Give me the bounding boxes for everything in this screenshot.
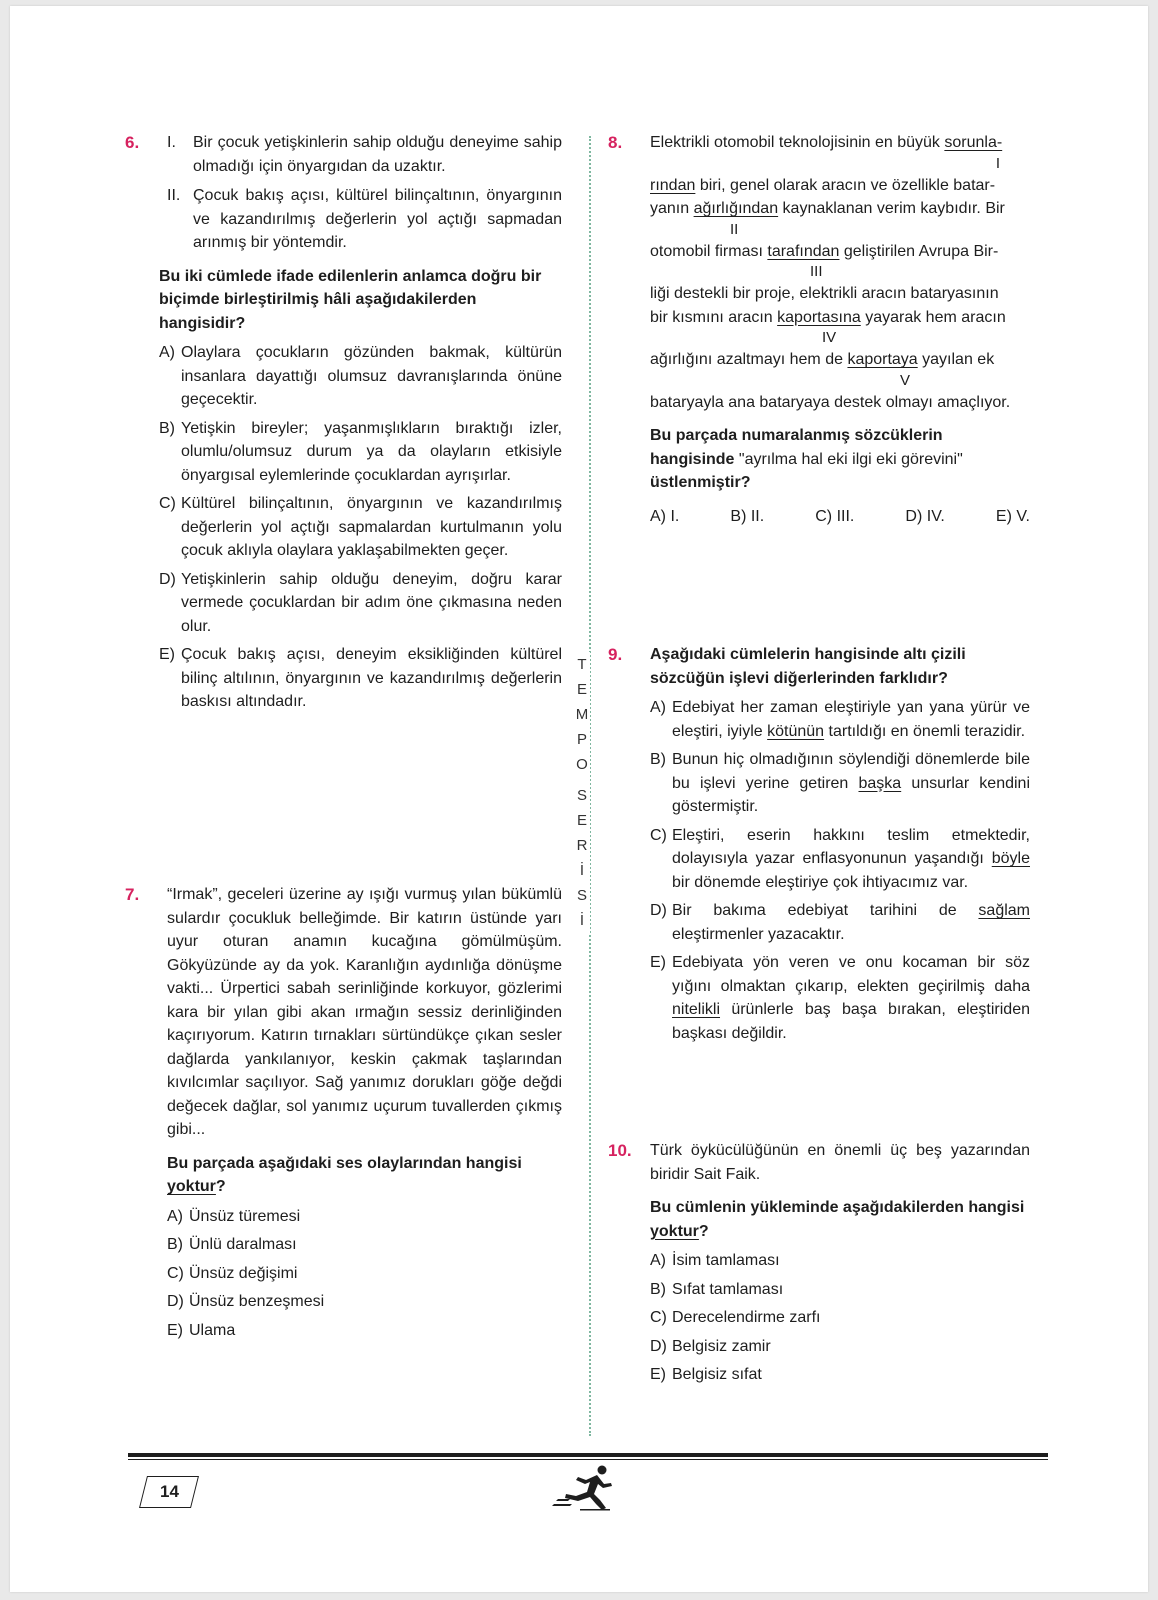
option-text: Yetişkin bireyler; yaşanmışlıkların bıraktığı izler, olumlu/olumsuz durum ya da olayların etkisiyle önyargısal eylemlerinde çocuklardan ayrışırlar. <box>181 419 562 484</box>
option-letter: D) <box>650 902 667 919</box>
option-letter: E) <box>650 1366 666 1383</box>
footer-rule-thin <box>128 1459 1048 1460</box>
text: kaynaklanan verim kaybıdır. Bir <box>778 200 1005 217</box>
runner-icon <box>550 1464 620 1512</box>
option-a[interactable] <box>650 1249 1030 1273</box>
option-letter: E) <box>167 1321 183 1339</box>
option-letter: C) <box>159 495 176 512</box>
option-text <box>672 696 1030 743</box>
option-text: Ulama <box>189 1321 236 1339</box>
option-d[interactable] <box>650 899 1030 946</box>
option-text: Belgisiz zamir <box>672 1337 771 1355</box>
right-column <box>608 131 1031 1383</box>
passage-line: bataryayla ana bataryaya destek olmayı amaçlıyor. <box>650 393 1011 411</box>
underlined-word: kötünün <box>767 722 825 740</box>
option-text <box>672 899 1030 946</box>
question-8 <box>608 131 1030 528</box>
option-b[interactable] <box>650 748 1030 819</box>
passage-line <box>650 240 1030 264</box>
side-letter: T <box>577 656 587 673</box>
statement-numeral: I. <box>167 134 176 151</box>
numeral-mark-4: IV <box>822 329 837 346</box>
underlined-word-4: kaportasına <box>777 308 861 326</box>
statement-2 <box>167 184 562 255</box>
options <box>167 1205 562 1343</box>
options-inline <box>650 505 1030 529</box>
stem-end: üstlenmiştir? <box>650 474 751 491</box>
question-9 <box>608 643 1030 1050</box>
option-text <box>672 951 1030 1045</box>
passage-line <box>650 348 1030 372</box>
option-letter: D) <box>167 1293 184 1310</box>
passage-line <box>650 131 1030 155</box>
side-letter: İ <box>579 912 585 929</box>
numeral-mark-5: V <box>900 371 911 389</box>
passage-line <box>650 174 1030 198</box>
stem-text: Bu cümlenin yükleminde aşağıdakilerden hangisi <box>650 1199 1025 1216</box>
text: otomobil firması <box>650 242 768 260</box>
option-text: Ünsüz türemesi <box>189 1207 301 1225</box>
question-number: 8. <box>608 133 623 152</box>
side-letter: E <box>576 812 587 829</box>
side-letter: R <box>576 837 588 854</box>
underlined-word-5: kaportaya <box>847 351 918 368</box>
option-letter: C) <box>650 826 667 844</box>
options <box>159 341 562 714</box>
option-text: İsim tamlaması <box>672 1252 780 1269</box>
text: Bunun hiç olmadığının söylendiği dönemlerde bile bu işlevi yerine getiren <box>672 751 1030 792</box>
text: yayılan ek <box>917 351 995 368</box>
option-text <box>672 824 1030 895</box>
text: yanın <box>650 200 694 217</box>
option-b[interactable]: B) II. <box>730 507 765 525</box>
passage-line <box>650 197 1030 221</box>
footer-rule <box>128 1453 1048 1457</box>
text: Edebiyata yön veren ve onu kocaman bir söz yığını olmaktan çıkarıp, elekten geçirilmiş daha <box>672 954 1030 995</box>
underlined-word-1b: rından <box>650 176 696 194</box>
underlined-word: böyle <box>991 850 1030 867</box>
option-d[interactable] <box>159 568 562 639</box>
sentence: Türk öykücülüğünün en önemli üç beş yazarından biridir Sait Faik. <box>650 1142 1030 1183</box>
stem-text: Bu parçada numaralanmış sözcüklerin hangisinde <box>650 427 943 468</box>
side-letter: E <box>576 681 587 698</box>
option-c[interactable] <box>159 492 562 563</box>
option-e[interactable]: E) V. <box>995 507 1030 525</box>
passage-line: liği destekli bir proje, elektrikli aracın bataryasının <box>650 285 999 302</box>
text: Edebiyat her zaman eleştiriyle yan yana yürür ve eleştiri, iyiyle <box>672 699 1030 740</box>
option-letter: B) <box>167 1236 183 1253</box>
numeral-mark-1: I <box>995 154 1000 172</box>
statement-text: Bir çocuk yetişkinlerin sahip olduğu deneyime sahip olmadığı için önyargıdan da uzaktır. <box>193 134 562 175</box>
option-letter: C) <box>167 1264 184 1282</box>
option-text: Olaylara çocukların gözünden bakmak, kültürün insanlara dayattığı olumsuz davranışlarında önüne geçecektir. <box>181 344 562 408</box>
side-letter: S <box>576 887 587 904</box>
option-text: Ünsüz benzeşmesi <box>189 1293 325 1310</box>
left-column <box>125 131 562 1339</box>
options <box>650 1249 1030 1387</box>
underlined-word-2: ağırlığından <box>693 200 779 217</box>
option-e[interactable] <box>167 1319 562 1343</box>
option-letter: A) <box>650 1252 666 1269</box>
statement-numeral: II. <box>167 187 181 204</box>
option-letter: C) <box>650 1309 667 1326</box>
question-stem <box>167 1152 562 1199</box>
option-text <box>672 748 1030 819</box>
question-10 <box>608 1139 1030 1392</box>
text: eleştirmenler yazacaktır. <box>672 925 845 943</box>
text: bir kısmını aracın <box>650 308 778 326</box>
question-number: 7. <box>125 885 140 904</box>
passage: “Irmak”, geceleri üzerine ay ışığı vurmuş yılan bükümlü sulardır çocukluk belleğimde. Bir katırın üstünde yarı uyur oturan anamın kucağına gömülmüşüm. Gökyüzünde ay da yok. Karanlığın aydınlığa dönüşme vakti... Ürpertici sabah serinliğinde korkuyor, gözlerimi kara bir yılan gibi akan ırmağın sessiz derinliğinden kaçırıyorum. Katırın tırnakları sürtündükçe çıkan sesler dağlarda yankılanıyor, keskin çakmak taşlarından kıvılcımlar saçılıyor. Sağ yanımız dorukları göğe değdi değecek dağlar, sol yanımız uçurum tuvallerden çıkmış gibi... <box>167 886 562 1138</box>
option-e[interactable] <box>159 643 562 714</box>
side-letter: P <box>576 731 587 748</box>
option-c[interactable] <box>650 824 1030 895</box>
option-d[interactable] <box>650 1335 1030 1359</box>
underlined-word-1: sorunla- <box>944 134 1003 151</box>
text: bir dönemde eleştiriye çok ihtiyacımız var. <box>672 873 969 891</box>
option-e[interactable] <box>650 951 1030 1045</box>
option-c[interactable] <box>650 1306 1030 1330</box>
option-d[interactable] <box>167 1290 562 1314</box>
underlined-word: başka <box>858 774 902 792</box>
option-letter: B) <box>650 1280 666 1298</box>
option-text: Ünsüz değişimi <box>189 1264 298 1282</box>
side-letter: M <box>575 706 589 723</box>
text: yayarak hem aracın <box>860 308 1006 326</box>
option-text: Ünlü daralması <box>189 1236 297 1253</box>
stem-end: ? <box>215 1178 226 1195</box>
option-letter: E) <box>159 646 175 663</box>
underlined-word: nitelikli <box>672 1001 721 1018</box>
numeral-mark-2: II <box>730 220 739 238</box>
option-a[interactable] <box>159 341 562 412</box>
text: unsurlar kendini göstermiştir. <box>672 774 1031 815</box>
option-a[interactable] <box>650 696 1030 743</box>
question-number: 9. <box>608 645 623 664</box>
option-b[interactable] <box>159 417 562 488</box>
page-number-box <box>139 1476 199 1508</box>
question-number: 10. <box>608 1141 632 1160</box>
option-a[interactable]: A) I. <box>650 507 680 525</box>
text: Bir bakıma edebiyat tarihini de <box>672 902 979 919</box>
side-letter: İ <box>579 862 585 879</box>
text: Eleştiri, eserin hakkını teslim etmektedir, dolayısıyla yazar enflasyonunun yaşandığı <box>672 826 1030 867</box>
question-6 <box>125 131 562 714</box>
option-a[interactable] <box>167 1205 562 1229</box>
option-text: Derecelendirme zarfı <box>672 1309 821 1326</box>
question-stem <box>650 1196 1030 1243</box>
side-letter: S <box>576 787 587 804</box>
option-c[interactable] <box>167 1262 562 1286</box>
underlined-word-3: tarafından <box>767 242 840 260</box>
question-7 <box>125 883 562 1347</box>
side-series-label <box>574 652 590 933</box>
option-d[interactable]: D) IV. <box>905 507 945 525</box>
option-letter: B) <box>159 419 175 437</box>
text: Elektrikli otomobil teknolojisinin en büyük <box>650 134 945 151</box>
question-stem <box>650 424 1030 495</box>
option-letter: A) <box>167 1207 183 1225</box>
text: geliştirilen Avrupa Bir- <box>839 242 999 260</box>
text: ağırlığını azaltmayı hem de <box>650 351 848 368</box>
text: biri, genel olarak aracın ve özellikle batar- <box>695 176 996 194</box>
option-letter: A) <box>159 344 175 361</box>
underlined-word: sağlam <box>978 902 1030 919</box>
page <box>10 6 1148 1592</box>
stem-text: Bu parçada aşağıdaki ses olaylarından hangisi <box>167 1154 522 1172</box>
stem-emphasis: yoktur <box>650 1222 699 1240</box>
option-text: Kültürel bilinçaltının, önyargının ve kazandırılmış değerlerin yol açtığı sapmalardan kurtulmanın yolu çocuk aklıyla olaylara yaklaşabilmekten geçer. <box>181 495 562 559</box>
option-c[interactable]: C) III. <box>815 507 855 525</box>
option-text: Yetişkinlerin sahip olduğu deneyim, doğru karar vermede çocuklardan bir adım öne çıkmasına neden olur. <box>181 570 562 635</box>
stem-emphasis: yoktur <box>167 1178 216 1195</box>
option-letter: D) <box>159 570 176 588</box>
option-b[interactable] <box>650 1278 1030 1302</box>
question-stem: Aşağıdaki cümlelerin hangisinde altı çizili sözcüğün işlevi diğerlerinden farklıdır? <box>650 646 966 687</box>
question-stem: Bu iki cümlede ifade edilenlerin anlamca doğru bir biçimde birleştirilmiş hâli aşağıdakilerden hangisidir? <box>159 267 542 332</box>
passage-line <box>650 306 1030 330</box>
option-letter: E) <box>650 954 666 971</box>
option-text: Çocuk bakış açısı, deneyim eksikliğinden kültürel bilinç altılının, önyargının ve kazandırılmış değerlerin baskısı altındadır. <box>181 646 562 710</box>
option-text: Belgisiz sıfat <box>672 1366 762 1383</box>
numeral-mark-3: III <box>810 263 823 280</box>
statement-1 <box>167 131 562 178</box>
statement-text: Çocuk bakış açısı, kültürel bilinçaltının, önyargının ve kazandırılmış değerlerin yol açtığı sapmadan arınmış bir yöntemdir. <box>193 187 562 251</box>
option-letter: D) <box>650 1337 667 1355</box>
option-e[interactable] <box>650 1363 1030 1387</box>
option-b[interactable] <box>167 1233 562 1257</box>
stem-quote: "ayrılma hal eki ilgi eki görevini" <box>734 450 963 468</box>
passage <box>650 131 1030 414</box>
text: tartıldığı en önemli terazidir. <box>824 722 1026 740</box>
option-letter: B) <box>650 751 666 768</box>
option-letter: A) <box>650 699 666 716</box>
text: ürünlerle baş başa bırakan, eleştiriden başkası değildir. <box>672 1001 1030 1042</box>
page-number: 14 <box>159 1482 179 1501</box>
options <box>650 696 1030 1045</box>
option-text: Sıfat tamlaması <box>672 1280 784 1298</box>
question-number: 6. <box>125 133 140 152</box>
stem-end: ? <box>698 1222 709 1240</box>
side-letter: O <box>576 756 588 773</box>
